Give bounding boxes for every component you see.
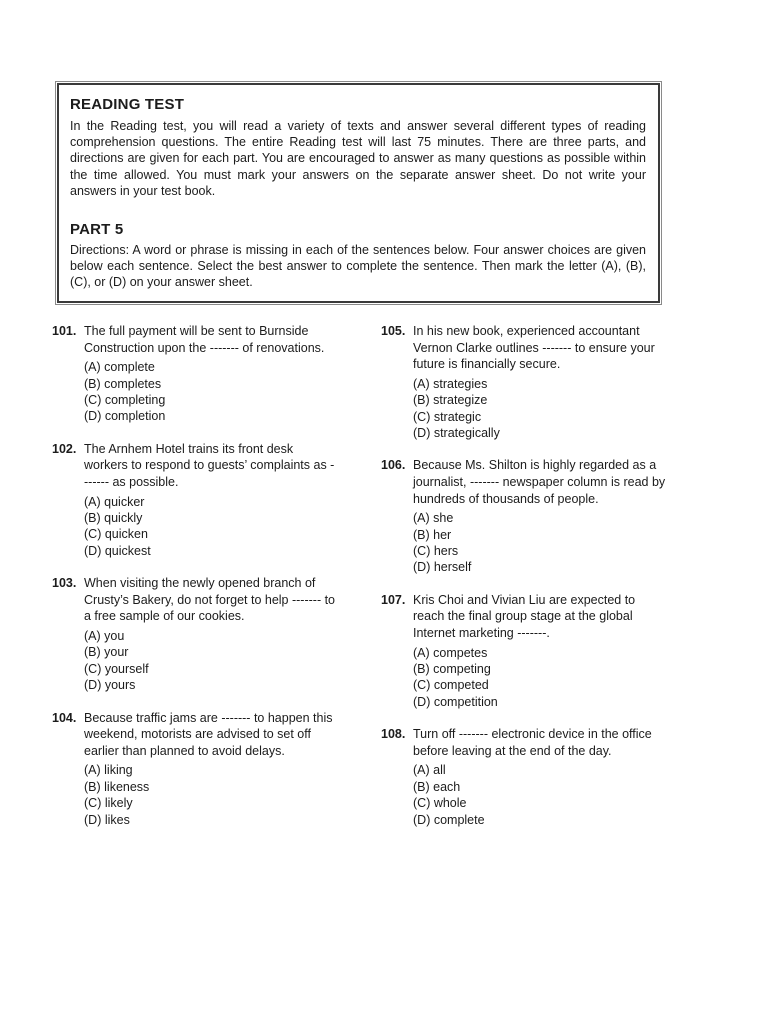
question-number: 105. xyxy=(381,324,406,338)
option-a: (A) quicker xyxy=(84,494,145,509)
question-text: In his new book, experienced accountant Vernon Clarke outlines ------- to ensure your future is financially secure. xyxy=(413,324,655,372)
answer-options xyxy=(413,645,666,711)
answer-options xyxy=(413,376,666,442)
questions-left-column xyxy=(52,323,337,844)
question-108 xyxy=(381,726,666,828)
option-b: (B) strategize xyxy=(413,393,488,408)
part-directions: Directions: A word or phrase is missing in each of the sentences below. Four answer choices are given below each sentence. Select the best answer to complete the sentence. Then mark the letter (A), (B), (C), or (D) on your answer sheet. xyxy=(70,243,646,290)
question-text: Turn off ------- electronic device in the office before leaving at the end of the day. xyxy=(413,727,652,758)
option-d: (D) yours xyxy=(84,678,136,693)
option-d: (D) completion xyxy=(84,409,166,424)
option-b: (B) likeness xyxy=(84,779,150,794)
question-102 xyxy=(52,441,337,559)
option-c: (C) yourself xyxy=(84,661,149,676)
answer-options xyxy=(84,494,337,560)
question-101 xyxy=(52,323,337,425)
option-a: (A) all xyxy=(413,763,446,778)
option-c: (C) strategic xyxy=(413,409,482,424)
option-b: (B) her xyxy=(413,527,452,542)
option-d: (D) likes xyxy=(84,812,130,827)
question-104 xyxy=(52,710,337,828)
option-a: (A) liking xyxy=(84,763,133,778)
question-number: 104. xyxy=(52,710,77,725)
question-text: Because traffic jams are ------- to happen this weekend, motorists are advised to set off earlier than planned to avoid delays. xyxy=(84,710,333,758)
answer-options xyxy=(84,762,337,828)
option-a: (A) complete xyxy=(84,360,155,375)
option-c: (C) quicken xyxy=(84,527,148,542)
option-b: (B) completes xyxy=(84,376,162,391)
option-b: (B) competing xyxy=(413,662,491,676)
answer-options xyxy=(84,359,337,425)
option-d: (D) competition xyxy=(413,694,498,709)
question-103 xyxy=(52,575,337,693)
question-number: 102. xyxy=(52,441,77,456)
answer-options xyxy=(84,628,337,694)
answer-options xyxy=(413,510,666,576)
question-105 xyxy=(381,323,666,441)
option-b: (B) each xyxy=(413,779,461,794)
questions-right-column xyxy=(381,323,666,844)
question-number: 106. xyxy=(381,458,406,473)
question-106 xyxy=(381,457,666,575)
question-number: 108. xyxy=(381,727,406,742)
part-title: PART 5 xyxy=(70,221,124,239)
option-c: (C) likely xyxy=(84,796,133,811)
option-d: (D) complete xyxy=(413,812,485,827)
reading-test-intro-box xyxy=(57,83,660,303)
option-c: (C) whole xyxy=(413,796,467,811)
question-text: The full payment will be sent to Burnside Construction upon the ------- of renovations. xyxy=(84,324,325,355)
reading-test-title: READING TEST xyxy=(70,96,185,113)
question-text: The Arnhem Hotel trains its front desk workers to respond to guests’ complaints as ------- as possible. xyxy=(84,441,335,489)
question-text: When visiting the newly opened branch of Crusty’s Bakery, do not forget to help ------- to a free sample of our cookies. xyxy=(84,576,336,624)
option-c: (C) hers xyxy=(413,544,459,558)
question-text: Kris Choi and Vivian Liu are expected to reach the final group stage at the global Internet marketing -------. xyxy=(413,592,636,640)
question-number: 103. xyxy=(52,576,77,591)
option-d: (D) strategically xyxy=(413,426,500,440)
reading-test-instructions: In the Reading test, you will read a variety of texts and answer several different types of reading comprehension questions. The entire Reading test will last 75 minutes. There are three parts, and directions are given for each part. You are encouraged to answer as many questions as possible within the time allowed. You must mark your answers on the separate answer sheet. Do not write your answers in your test book. xyxy=(70,119,646,198)
option-c: (C) completing xyxy=(84,393,166,407)
answer-options xyxy=(413,762,666,828)
question-text: Because Ms. Shilton is highly regarded as a journalist, ------- newspaper column is read by hundreds of thousands of people. xyxy=(413,458,666,506)
question-107 xyxy=(381,592,666,710)
option-a: (A) competes xyxy=(413,645,488,660)
option-a: (A) she xyxy=(413,511,454,526)
option-b: (B) quickly xyxy=(84,511,143,525)
question-number: 101. xyxy=(52,324,77,338)
option-d: (D) herself xyxy=(413,560,472,575)
option-a: (A) you xyxy=(84,629,125,643)
option-d: (D) quickest xyxy=(84,543,151,558)
question-number: 107. xyxy=(381,592,406,607)
option-b: (B) your xyxy=(84,645,129,660)
option-c: (C) competed xyxy=(413,678,489,693)
option-a: (A) strategies xyxy=(413,376,488,391)
